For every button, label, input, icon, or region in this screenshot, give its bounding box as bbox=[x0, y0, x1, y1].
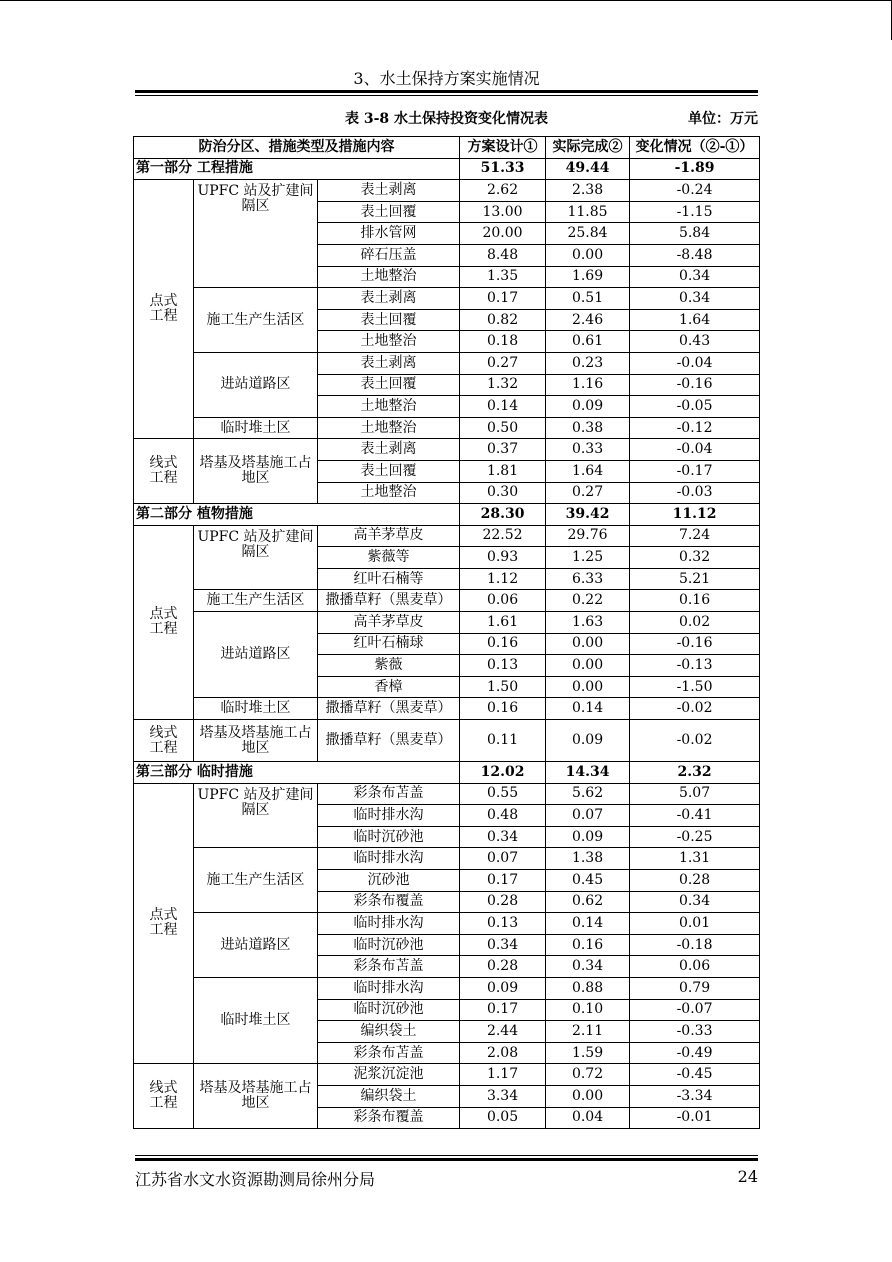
change-cell: -3.34 bbox=[630, 1085, 760, 1107]
measure-cell: 土地整治 bbox=[318, 482, 460, 504]
measure-cell: 紫薇等 bbox=[318, 547, 460, 569]
table-row bbox=[134, 352, 760, 374]
design-cell: 1.35 bbox=[460, 266, 546, 288]
design-cell: 0.82 bbox=[460, 309, 546, 331]
actual-cell: 1.69 bbox=[546, 266, 630, 288]
design-cell: 1.61 bbox=[460, 612, 546, 634]
actual-cell: 0.51 bbox=[546, 288, 630, 310]
design-cell: 20.00 bbox=[460, 223, 546, 245]
actual-cell: 1.38 bbox=[546, 848, 630, 870]
page-number: 24 bbox=[737, 1167, 758, 1186]
actual-cell: 0.00 bbox=[546, 655, 630, 677]
table-row bbox=[134, 977, 760, 999]
column-header-change: 变化情况（②-①） bbox=[630, 137, 760, 159]
type-cell-point bbox=[134, 180, 194, 439]
change-cell: 7.24 bbox=[630, 525, 760, 547]
part-design: 12.02 bbox=[460, 762, 546, 784]
actual-cell: 0.38 bbox=[546, 417, 630, 439]
type-label: 点式 工程 bbox=[149, 606, 178, 638]
part-change: -1.89 bbox=[630, 158, 760, 180]
change-cell: -0.18 bbox=[630, 934, 760, 956]
zone-cell: 塔基及塔基施工占地区 bbox=[194, 720, 318, 762]
actual-cell: 2.38 bbox=[546, 180, 630, 202]
design-cell: 8.48 bbox=[460, 244, 546, 266]
type-label: 点式 工程 bbox=[149, 907, 178, 939]
design-cell: 2.62 bbox=[460, 180, 546, 202]
change-cell: -1.50 bbox=[630, 676, 760, 698]
design-cell: 0.50 bbox=[460, 417, 546, 439]
table-row bbox=[134, 417, 760, 439]
part-label: 第一部分 工程措施 bbox=[134, 158, 460, 180]
change-cell: 0.34 bbox=[630, 266, 760, 288]
type-label: 线式 工程 bbox=[149, 724, 178, 756]
part-design: 28.30 bbox=[460, 504, 546, 526]
type-label: 点式 工程 bbox=[149, 293, 178, 325]
actual-cell: 0.23 bbox=[546, 352, 630, 374]
change-cell: 0.34 bbox=[630, 288, 760, 310]
actual-cell: 0.09 bbox=[546, 720, 630, 762]
table-row bbox=[134, 783, 760, 805]
measure-cell: 泥浆沉淀池 bbox=[318, 1064, 460, 1086]
design-cell: 0.37 bbox=[460, 439, 546, 461]
change-cell: -0.17 bbox=[630, 460, 760, 482]
part-change: 2.32 bbox=[630, 762, 760, 784]
change-cell: -0.13 bbox=[630, 655, 760, 677]
actual-cell: 1.64 bbox=[546, 460, 630, 482]
change-cell: -0.07 bbox=[630, 999, 760, 1021]
footer-rule-thick bbox=[135, 1158, 758, 1161]
type-label: 线式 工程 bbox=[149, 455, 178, 487]
design-cell: 0.48 bbox=[460, 805, 546, 827]
change-cell: 0.01 bbox=[630, 913, 760, 935]
design-cell: 2.44 bbox=[460, 1021, 546, 1043]
zone-cell: 临时堆土区 bbox=[194, 977, 318, 1063]
zone-cell: 塔基及塔基施工占地区 bbox=[194, 439, 318, 504]
design-cell: 0.93 bbox=[460, 547, 546, 569]
measure-cell: 临时排水沟 bbox=[318, 977, 460, 999]
design-cell: 0.16 bbox=[460, 633, 546, 655]
table-caption bbox=[135, 108, 758, 128]
measure-cell: 彩条布苫盖 bbox=[318, 956, 460, 978]
part-label: 第三部分 临时措施 bbox=[134, 762, 460, 784]
change-cell: 0.43 bbox=[630, 331, 760, 353]
part-change: 11.12 bbox=[630, 504, 760, 526]
measure-cell: 高羊茅草皮 bbox=[318, 525, 460, 547]
change-cell: -0.45 bbox=[630, 1064, 760, 1086]
footer-organization: 江苏省水文水资源勘测局徐州分局 bbox=[135, 1170, 376, 1189]
part-total-row bbox=[134, 158, 760, 180]
design-cell: 0.28 bbox=[460, 891, 546, 913]
change-cell: -0.03 bbox=[630, 482, 760, 504]
measure-cell: 碎石压盖 bbox=[318, 244, 460, 266]
measure-cell: 临时沉砂池 bbox=[318, 999, 460, 1021]
design-cell: 1.81 bbox=[460, 460, 546, 482]
actual-cell: 0.10 bbox=[546, 999, 630, 1021]
measure-cell: 表土回覆 bbox=[318, 309, 460, 331]
table-row bbox=[134, 720, 760, 762]
measure-cell: 表土剥离 bbox=[318, 180, 460, 202]
column-header-design: 方案设计① bbox=[460, 137, 546, 159]
measure-cell: 临时排水沟 bbox=[318, 848, 460, 870]
design-cell: 13.00 bbox=[460, 201, 546, 223]
actual-cell: 0.16 bbox=[546, 934, 630, 956]
design-cell: 0.34 bbox=[460, 934, 546, 956]
zone-cell: UPFC 站及扩建间隔区 bbox=[194, 525, 318, 590]
zone-cell: UPFC 站及扩建间隔区 bbox=[194, 180, 318, 288]
measure-cell: 土地整治 bbox=[318, 266, 460, 288]
design-cell: 0.16 bbox=[460, 698, 546, 720]
measure-cell: 临时沉砂池 bbox=[318, 934, 460, 956]
header-rule-thick bbox=[135, 90, 758, 93]
measure-cell: 土地整治 bbox=[318, 396, 460, 418]
actual-cell: 0.00 bbox=[546, 244, 630, 266]
design-cell: 0.11 bbox=[460, 720, 546, 762]
type-cell-line bbox=[134, 720, 194, 762]
type-cell-point bbox=[134, 525, 194, 719]
actual-cell: 29.76 bbox=[546, 525, 630, 547]
part-design: 51.33 bbox=[460, 158, 546, 180]
change-cell: -0.12 bbox=[630, 417, 760, 439]
change-cell: 0.02 bbox=[630, 612, 760, 634]
change-cell: 5.07 bbox=[630, 783, 760, 805]
design-cell: 0.07 bbox=[460, 848, 546, 870]
table-row bbox=[134, 590, 760, 612]
actual-cell: 0.33 bbox=[546, 439, 630, 461]
design-cell: 0.18 bbox=[460, 331, 546, 353]
type-label: 线式 工程 bbox=[149, 1080, 178, 1112]
change-cell: 5.21 bbox=[630, 568, 760, 590]
measure-cell: 彩条布覆盖 bbox=[318, 1107, 460, 1129]
measure-cell: 临时排水沟 bbox=[318, 805, 460, 827]
change-cell: 0.16 bbox=[630, 590, 760, 612]
part-actual: 39.42 bbox=[546, 504, 630, 526]
design-cell: 1.50 bbox=[460, 676, 546, 698]
measure-cell: 编织袋土 bbox=[318, 1085, 460, 1107]
actual-cell: 0.09 bbox=[546, 826, 630, 848]
change-cell: -0.05 bbox=[630, 396, 760, 418]
actual-cell: 0.45 bbox=[546, 870, 630, 892]
measure-cell: 撒播草籽（黑麦草） bbox=[318, 590, 460, 612]
table-row bbox=[134, 913, 760, 935]
change-cell: -0.41 bbox=[630, 805, 760, 827]
design-cell: 0.28 bbox=[460, 956, 546, 978]
actual-cell: 0.00 bbox=[546, 633, 630, 655]
measure-cell: 香樟 bbox=[318, 676, 460, 698]
part-total-row bbox=[134, 504, 760, 526]
measure-cell: 编织袋土 bbox=[318, 1021, 460, 1043]
table-header-row bbox=[134, 137, 760, 159]
design-cell: 1.12 bbox=[460, 568, 546, 590]
type-cell-point bbox=[134, 783, 194, 1064]
change-cell: -1.15 bbox=[630, 201, 760, 223]
change-cell: 1.31 bbox=[630, 848, 760, 870]
design-cell: 3.34 bbox=[460, 1085, 546, 1107]
design-cell: 0.14 bbox=[460, 396, 546, 418]
measure-cell: 土地整治 bbox=[318, 417, 460, 439]
actual-cell: 1.25 bbox=[546, 547, 630, 569]
change-cell: 0.28 bbox=[630, 870, 760, 892]
investment-change-table bbox=[133, 136, 760, 1129]
measure-cell: 红叶石楠等 bbox=[318, 568, 460, 590]
measure-cell: 表土剥离 bbox=[318, 352, 460, 374]
measure-cell: 临时排水沟 bbox=[318, 913, 460, 935]
actual-cell: 0.14 bbox=[546, 698, 630, 720]
change-cell: 5.84 bbox=[630, 223, 760, 245]
table-row bbox=[134, 288, 760, 310]
design-cell: 1.17 bbox=[460, 1064, 546, 1086]
measure-cell: 临时沉砂池 bbox=[318, 826, 460, 848]
actual-cell: 0.88 bbox=[546, 977, 630, 999]
measure-cell: 高羊茅草皮 bbox=[318, 612, 460, 634]
change-cell: -0.02 bbox=[630, 698, 760, 720]
actual-cell: 0.09 bbox=[546, 396, 630, 418]
actual-cell: 0.62 bbox=[546, 891, 630, 913]
design-cell: 0.30 bbox=[460, 482, 546, 504]
design-cell: 0.05 bbox=[460, 1107, 546, 1129]
zone-cell: 施工生产生活区 bbox=[194, 848, 318, 913]
actual-cell: 11.85 bbox=[546, 201, 630, 223]
table-row bbox=[134, 612, 760, 634]
change-cell: 0.06 bbox=[630, 956, 760, 978]
actual-cell: 0.34 bbox=[546, 956, 630, 978]
design-cell: 22.52 bbox=[460, 525, 546, 547]
actual-cell: 2.46 bbox=[546, 309, 630, 331]
change-cell: -0.16 bbox=[630, 633, 760, 655]
change-cell: 0.32 bbox=[630, 547, 760, 569]
table-row bbox=[134, 180, 760, 202]
actual-cell: 1.59 bbox=[546, 1042, 630, 1064]
zone-cell: 进站道路区 bbox=[194, 352, 318, 417]
change-cell: -0.16 bbox=[630, 374, 760, 396]
change-cell: -8.48 bbox=[630, 244, 760, 266]
design-cell: 1.32 bbox=[460, 374, 546, 396]
zone-cell: UPFC 站及扩建间隔区 bbox=[194, 783, 318, 848]
change-cell: 1.64 bbox=[630, 309, 760, 331]
design-cell: 0.13 bbox=[460, 655, 546, 677]
design-cell: 0.13 bbox=[460, 913, 546, 935]
measure-cell: 撒播草籽（黑麦草） bbox=[318, 698, 460, 720]
measure-cell: 排水管网 bbox=[318, 223, 460, 245]
zone-cell: 临时堆土区 bbox=[194, 698, 318, 720]
table-row bbox=[134, 848, 760, 870]
measure-cell: 表土剥离 bbox=[318, 288, 460, 310]
part-total-row bbox=[134, 762, 760, 784]
actual-cell: 0.07 bbox=[546, 805, 630, 827]
change-cell: -0.01 bbox=[630, 1107, 760, 1129]
change-cell: -0.49 bbox=[630, 1042, 760, 1064]
design-cell: 0.17 bbox=[460, 288, 546, 310]
table-row bbox=[134, 439, 760, 461]
design-cell: 0.17 bbox=[460, 999, 546, 1021]
actual-cell: 0.72 bbox=[546, 1064, 630, 1086]
zone-cell: 进站道路区 bbox=[194, 913, 318, 978]
header-rule-thin bbox=[135, 95, 758, 96]
measure-cell: 沉砂池 bbox=[318, 870, 460, 892]
measure-cell: 撒播草籽（黑麦草） bbox=[318, 720, 460, 762]
table-row bbox=[134, 1064, 760, 1086]
design-cell: 0.55 bbox=[460, 783, 546, 805]
change-cell: -0.04 bbox=[630, 439, 760, 461]
measure-cell: 表土回覆 bbox=[318, 460, 460, 482]
actual-cell: 0.00 bbox=[546, 676, 630, 698]
measure-cell: 土地整治 bbox=[318, 331, 460, 353]
change-cell: -0.24 bbox=[630, 180, 760, 202]
actual-cell: 0.61 bbox=[546, 331, 630, 353]
change-cell: 0.34 bbox=[630, 891, 760, 913]
design-cell: 0.09 bbox=[460, 977, 546, 999]
zone-cell: 施工生产生活区 bbox=[194, 590, 318, 612]
footer-rule-thin bbox=[135, 1155, 758, 1156]
measure-cell: 彩条布苫盖 bbox=[318, 783, 460, 805]
table-row bbox=[134, 525, 760, 547]
actual-cell: 2.11 bbox=[546, 1021, 630, 1043]
table-row bbox=[134, 698, 760, 720]
actual-cell: 5.62 bbox=[546, 783, 630, 805]
running-header: 3、水土保持方案实施情况 bbox=[353, 69, 540, 88]
actual-cell: 0.14 bbox=[546, 913, 630, 935]
zone-cell: 进站道路区 bbox=[194, 612, 318, 698]
actual-cell: 0.27 bbox=[546, 482, 630, 504]
actual-cell: 25.84 bbox=[546, 223, 630, 245]
measure-cell: 表土剥离 bbox=[318, 439, 460, 461]
zone-cell: 塔基及塔基施工占地区 bbox=[194, 1064, 318, 1129]
type-cell-line bbox=[134, 439, 194, 504]
change-cell: -0.25 bbox=[630, 826, 760, 848]
zone-cell: 施工生产生活区 bbox=[194, 288, 318, 353]
actual-cell: 1.16 bbox=[546, 374, 630, 396]
measure-cell: 彩条布覆盖 bbox=[318, 891, 460, 913]
measure-cell: 紫薇 bbox=[318, 655, 460, 677]
actual-cell: 0.22 bbox=[546, 590, 630, 612]
type-cell-line bbox=[134, 1064, 194, 1129]
design-cell: 2.08 bbox=[460, 1042, 546, 1064]
actual-cell: 6.33 bbox=[546, 568, 630, 590]
page-top-border bbox=[0, 0, 892, 1]
part-actual: 14.34 bbox=[546, 762, 630, 784]
measure-cell: 红叶石楠球 bbox=[318, 633, 460, 655]
design-cell: 0.17 bbox=[460, 870, 546, 892]
table-unit: 单位：万元 bbox=[688, 111, 758, 127]
measure-cell: 彩条布苫盖 bbox=[318, 1042, 460, 1064]
measure-cell: 表土回覆 bbox=[318, 201, 460, 223]
zone-cell: 临时堆土区 bbox=[194, 417, 318, 439]
part-actual: 49.44 bbox=[546, 158, 630, 180]
column-header-zone: 防治分区、措施类型及措施内容 bbox=[134, 137, 460, 159]
design-cell: 0.27 bbox=[460, 352, 546, 374]
actual-cell: 0.04 bbox=[546, 1107, 630, 1129]
change-cell: -0.02 bbox=[630, 720, 760, 762]
change-cell: 0.79 bbox=[630, 977, 760, 999]
actual-cell: 1.63 bbox=[546, 612, 630, 634]
table-title: 表 3-8 水土保持投资变化情况表 bbox=[344, 111, 549, 127]
change-cell: -0.04 bbox=[630, 352, 760, 374]
measure-cell: 表土回覆 bbox=[318, 374, 460, 396]
design-cell: 0.34 bbox=[460, 826, 546, 848]
column-header-actual: 实际完成② bbox=[546, 137, 630, 159]
design-cell: 0.06 bbox=[460, 590, 546, 612]
actual-cell: 0.00 bbox=[546, 1085, 630, 1107]
part-label: 第二部分 植物措施 bbox=[134, 504, 460, 526]
change-cell: -0.33 bbox=[630, 1021, 760, 1043]
